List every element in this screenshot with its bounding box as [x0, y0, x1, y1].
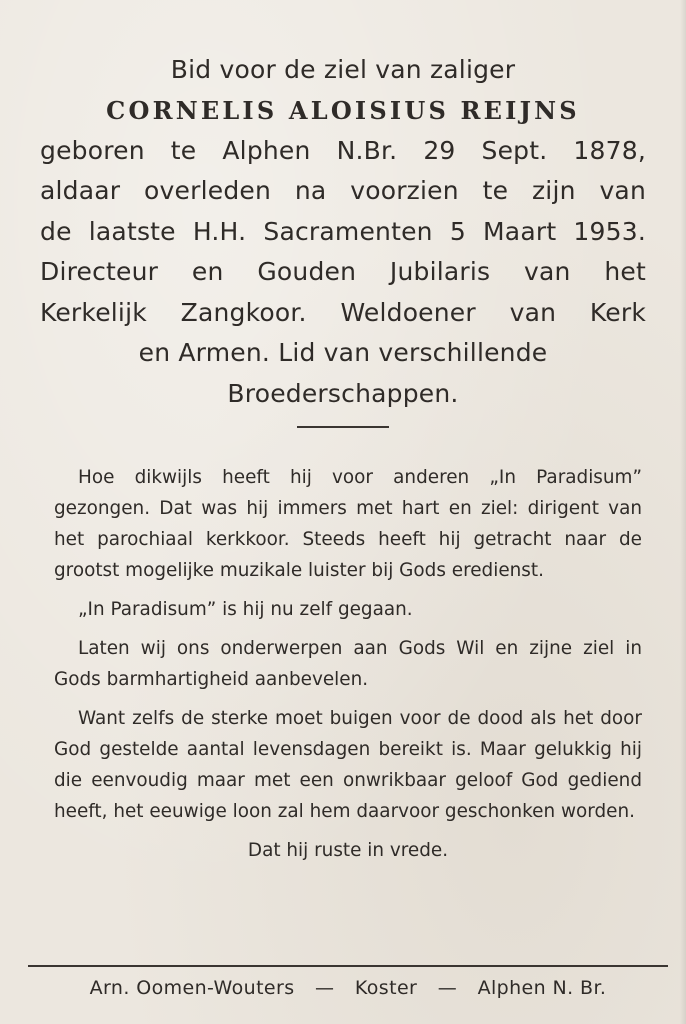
- body-paragraph-1: Hoe dikwijls heeft hij voor anderen „In Paradisum” gezongen. Dat was hij immers met hart en ziel: dirigent van het parochiaal kerkkoor. Steeds heeft hij getracht naar de grootst mogelijke muzikale luister bij Gods eredienst.: [54, 467, 642, 581]
- body-paragraph-4: Want zelfs de sterke moet buigen voor de dood als het door God gestelde aantal levensdagen bereikt is. Maar gelukkig hij die eenvoudig maar met een onwrikbaar geloof God gediend heeft, het eeuwige loon zal hem daarvoor geschonken worden.: [54, 708, 642, 822]
- footer-printer: Arn. Oomen-Wouters: [89, 977, 295, 999]
- card-header: [40, 50, 646, 414]
- body-paragraph-3: Laten wij ons onderwerpen aan Gods Wil en zijne ziel in Gods barmhartigheid aanbevelen.: [54, 638, 642, 690]
- header-line-7: Broederschappen.: [227, 378, 459, 408]
- footer-divider: [28, 965, 668, 967]
- footer-separator-1: —: [315, 977, 335, 999]
- deceased-name: CORNELIS ALOISIUS REIJNS: [106, 95, 580, 125]
- card-footer: [28, 972, 668, 1004]
- closing-line: Dat hij ruste in vrede.: [247, 840, 449, 861]
- card-body: [54, 462, 642, 874]
- header-line-6: en Armen. Lid van verschillende: [138, 338, 548, 367]
- body-paragraph-2: „In Paradisum” is hij nu zelf gegaan.: [78, 599, 413, 620]
- footer-role: Koster: [354, 977, 418, 999]
- footer-separator-2: —: [437, 977, 458, 999]
- header-line-4: Directeur en Gouden Jubilaris van het: [40, 257, 646, 286]
- footer-place: Alphen N. Br.: [477, 977, 607, 999]
- header-divider: [297, 426, 389, 428]
- header-line-3: de laatste H.H. Sacramenten 5 Maart 1953.: [40, 216, 646, 246]
- header-line-2: aldaar overleden na voorzien te zijn van: [40, 176, 646, 205]
- intro-line: Bid voor de ziel van zaliger: [170, 55, 516, 84]
- header-line-1: geboren te Alphen N.Br. 29 Sept. 1878,: [40, 135, 646, 165]
- header-line-5: Kerkelijk Zangkoor. Weldoener van Kerk: [40, 297, 646, 327]
